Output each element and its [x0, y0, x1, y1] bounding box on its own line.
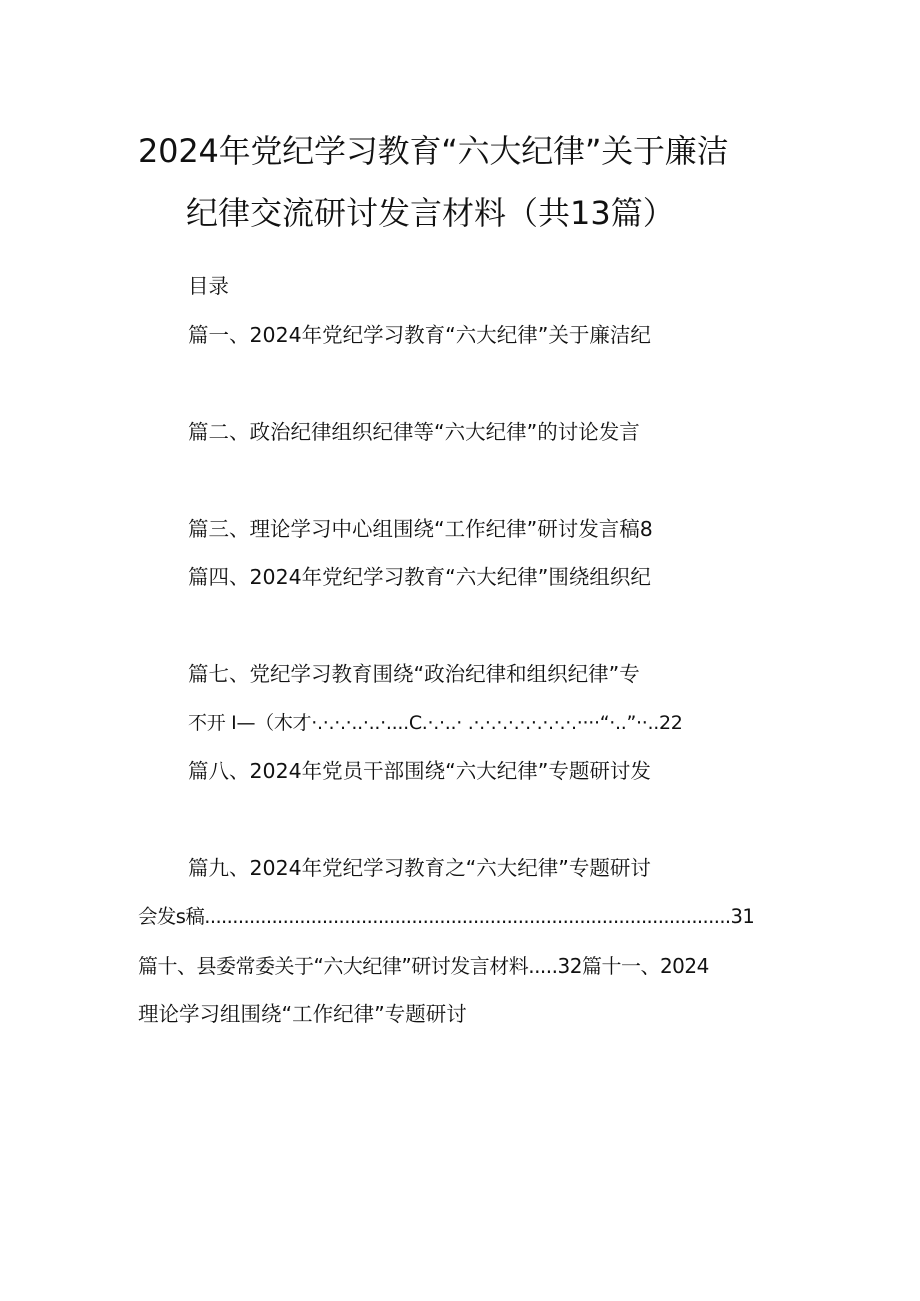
toc-entry-2: 篇二、政治纪律组织纪律等“六大纪律”的讨论发言	[188, 420, 640, 444]
toc-heading: 目录	[188, 274, 229, 298]
toc-entry-11-continuation: 理论学习组围绕“工作纪律”专题研讨	[138, 1002, 467, 1026]
toc-entry-7-continuation: 不开 I—（木才·.·.·.·..·..·....C.·.·..· .·.·.·.·.·.·.·.·.·.····“·..”··..22	[188, 712, 683, 734]
toc-entry-7: 篇七、党纪学习教育围绕“政治纪律和组织纪律”专	[188, 662, 640, 686]
toc-entry-9: 篇九、2024年党纪学习教育之“六大纪律”专题研讨	[188, 856, 651, 880]
toc-entry-4: 篇四、2024年党纪学习教育“六大纪律”围绕组织纪	[188, 565, 651, 589]
toc-entry-10-11: 篇十、县委常委关于“六大纪律”研讨发言材料.....32篇十一、2024	[138, 954, 709, 978]
toc-entry-1: 篇一、2024年党纪学习教育“六大纪律”关于廉洁纪	[188, 323, 651, 347]
document-title-line-2: 纪律交流研讨发言材料（共13篇）	[186, 194, 675, 232]
toc-entry-9-continuation: 会发s稿..............................................................................................31	[138, 905, 755, 928]
document-title-line-1: 2024年党纪学习教育“六大纪律”关于廉洁	[138, 132, 729, 170]
toc-entry-8: 篇八、2024年党员干部围绕“六大纪律”专题研讨发	[188, 759, 651, 783]
toc-entry-3: 篇三、理论学习中心组围绕“工作纪律”研讨发言稿8	[188, 517, 653, 541]
